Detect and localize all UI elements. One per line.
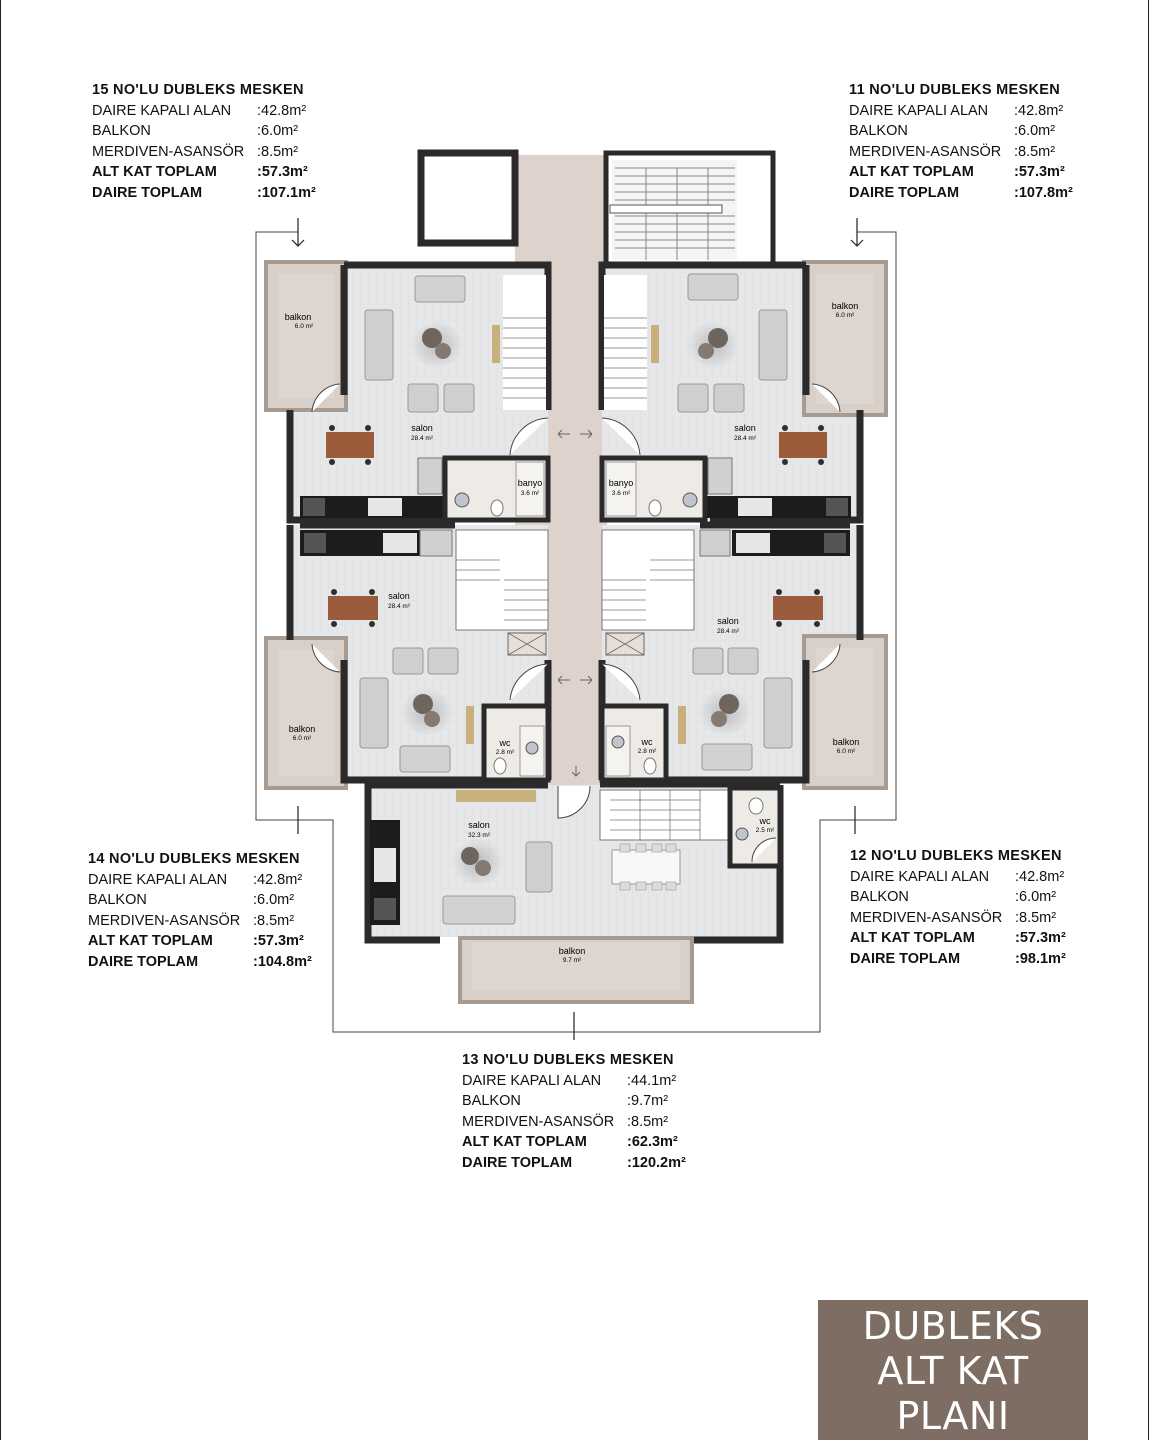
plan-title-line-2: ALT KAT bbox=[877, 1349, 1029, 1393]
spec-unit-13 bbox=[462, 1050, 686, 1173]
spec-value: :9.7m² bbox=[627, 1093, 669, 1109]
unit-bottom-right bbox=[602, 525, 886, 788]
spec-label: DAIRE TOPLAM bbox=[88, 953, 199, 970]
wc-left-name: wc bbox=[499, 738, 511, 748]
spec-value: :104.8m² bbox=[253, 953, 312, 970]
spec-label: MERDIVEN-ASANSÖR bbox=[850, 909, 1003, 926]
spec-value: :42.8m² bbox=[257, 102, 307, 119]
spec-value: :44.1m² bbox=[627, 1072, 677, 1089]
spec-value: :6.0m² bbox=[1014, 123, 1056, 139]
balkon-br-area: 6.0 m² bbox=[836, 748, 856, 755]
spec-unit-12-title: 12 NO'LU DUBLEKS MESKEN bbox=[850, 848, 1062, 864]
top-stair bbox=[606, 153, 773, 269]
salon-tr-area: 28.4 m² bbox=[733, 435, 757, 442]
spec-value: :57.3m² bbox=[257, 164, 308, 180]
spec-unit-14 bbox=[88, 849, 312, 972]
balkon-bottom-area: 9.7 m² bbox=[562, 957, 582, 964]
spec-value: :8.5m² bbox=[1015, 909, 1057, 926]
spec-value: :6.0m² bbox=[257, 123, 299, 139]
spec-value: :57.3m² bbox=[253, 933, 304, 949]
spec-value: :62.3m² bbox=[627, 1134, 678, 1150]
spec-label: BALKON bbox=[850, 889, 909, 905]
spec-label: ALT KAT TOPLAM bbox=[462, 1134, 587, 1150]
wc-left-area: 2.8 m² bbox=[495, 749, 515, 756]
spec-label: DAIRE TOPLAM bbox=[850, 950, 961, 967]
salon-bottom-name: salon bbox=[468, 820, 490, 830]
spec-unit-15 bbox=[92, 80, 316, 203]
wc-bottom-area: 2.5 m² bbox=[755, 827, 775, 834]
balkon-bl-area: 6.0 m² bbox=[292, 735, 312, 742]
spec-unit-15-title: 15 NO'LU DUBLEKS MESKEN bbox=[92, 82, 304, 98]
wc-right-name: wc bbox=[641, 737, 653, 747]
spec-label: DAIRE KAPALI ALAN bbox=[88, 871, 228, 888]
salon-br-area: 28.4 m² bbox=[716, 628, 740, 635]
salon-bl-name: salon bbox=[388, 591, 410, 601]
elevator-shaft bbox=[421, 153, 515, 243]
salon-tr-name: salon bbox=[734, 423, 756, 433]
spec-label: ALT KAT TOPLAM bbox=[849, 164, 974, 180]
salon-bottom-area: 32.3 m² bbox=[467, 832, 491, 839]
spec-value: :42.8m² bbox=[1015, 868, 1065, 885]
unit-top-right bbox=[602, 262, 886, 520]
spec-unit-14-title: 14 NO'LU DUBLEKS MESKEN bbox=[88, 851, 300, 867]
unit-bottom-left bbox=[266, 525, 548, 788]
spec-value: :120.2m² bbox=[627, 1154, 686, 1171]
spec-label: DAIRE KAPALI ALAN bbox=[462, 1072, 602, 1089]
spec-value: :98.1m² bbox=[1015, 950, 1066, 967]
spec-value: :107.1m² bbox=[257, 184, 316, 201]
unit-top-left bbox=[266, 262, 548, 520]
spec-label: ALT KAT TOPLAM bbox=[850, 930, 975, 946]
spec-label: DAIRE TOPLAM bbox=[849, 184, 960, 201]
balkon-tl-area: 6.0 m² bbox=[294, 323, 314, 330]
spec-label: ALT KAT TOPLAM bbox=[88, 933, 213, 949]
spec-label: MERDIVEN-ASANSÖR bbox=[92, 143, 245, 160]
spec-value: :8.5m² bbox=[257, 143, 299, 160]
spec-value: :42.8m² bbox=[1014, 102, 1064, 119]
spec-label: BALKON bbox=[462, 1093, 521, 1109]
salon-tl-name: salon bbox=[411, 423, 433, 433]
balkon-tr-name: balkon bbox=[831, 301, 859, 311]
spec-label: MERDIVEN-ASANSÖR bbox=[462, 1113, 615, 1130]
spec-value: :42.8m² bbox=[253, 871, 303, 888]
spec-unit-11 bbox=[849, 80, 1073, 203]
spec-value: :6.0m² bbox=[1015, 889, 1057, 905]
balkon-tr-area: 6.0 m² bbox=[835, 312, 855, 319]
spec-unit-11-title: 11 NO'LU DUBLEKS MESKEN bbox=[849, 82, 1060, 98]
balkon-bl-name: balkon bbox=[288, 724, 316, 734]
spec-value: :57.3m² bbox=[1015, 930, 1066, 946]
spec-label: MERDIVEN-ASANSÖR bbox=[88, 912, 241, 929]
plan-title-box bbox=[818, 1300, 1088, 1440]
spec-unit-13-title: 13 NO'LU DUBLEKS MESKEN bbox=[462, 1052, 674, 1068]
spec-value: :8.5m² bbox=[1014, 143, 1056, 160]
salon-br-name: salon bbox=[717, 616, 739, 626]
banyo-right-name: banyo bbox=[608, 478, 634, 488]
spec-value: :107.8m² bbox=[1014, 184, 1073, 201]
spec-value: :57.3m² bbox=[1014, 164, 1065, 180]
spec-label: DAIRE KAPALI ALAN bbox=[849, 102, 989, 119]
banyo-left-name: banyo bbox=[517, 478, 543, 488]
wc-right-area: 2.8 m² bbox=[637, 748, 657, 755]
spec-label: DAIRE KAPALI ALAN bbox=[850, 868, 990, 885]
balkon-bottom-name: balkon bbox=[558, 946, 586, 956]
salon-bl-area: 28.4 m² bbox=[387, 603, 411, 610]
spec-label: BALKON bbox=[92, 123, 151, 139]
balkon-br-name: balkon bbox=[832, 737, 860, 747]
spec-label: BALKON bbox=[849, 123, 908, 139]
spec-label: ALT KAT TOPLAM bbox=[92, 164, 217, 180]
wc-bottom-name: wc bbox=[759, 816, 771, 826]
spec-label: DAIRE KAPALI ALAN bbox=[92, 102, 232, 119]
spec-value: :8.5m² bbox=[627, 1113, 669, 1130]
spec-value: :6.0m² bbox=[253, 892, 295, 908]
spec-label: DAIRE TOPLAM bbox=[92, 184, 203, 201]
plan-title-line-1: DUBLEKS bbox=[862, 1304, 1044, 1348]
plan-title-line-3: PLANI bbox=[896, 1394, 1010, 1438]
spec-label: BALKON bbox=[88, 892, 147, 908]
spec-unit-12 bbox=[850, 846, 1066, 969]
spec-value: :8.5m² bbox=[253, 912, 295, 929]
balkon-tl-name: balkon bbox=[284, 312, 312, 322]
spec-label: DAIRE TOPLAM bbox=[462, 1154, 573, 1171]
banyo-right-area: 3.6 m² bbox=[611, 490, 631, 497]
spec-label: MERDIVEN-ASANSÖR bbox=[849, 143, 1002, 160]
unit-bottom-center bbox=[368, 785, 780, 1002]
banyo-left-area: 3.6 m² bbox=[520, 490, 540, 497]
salon-tl-area: 28.4 m² bbox=[410, 435, 434, 442]
